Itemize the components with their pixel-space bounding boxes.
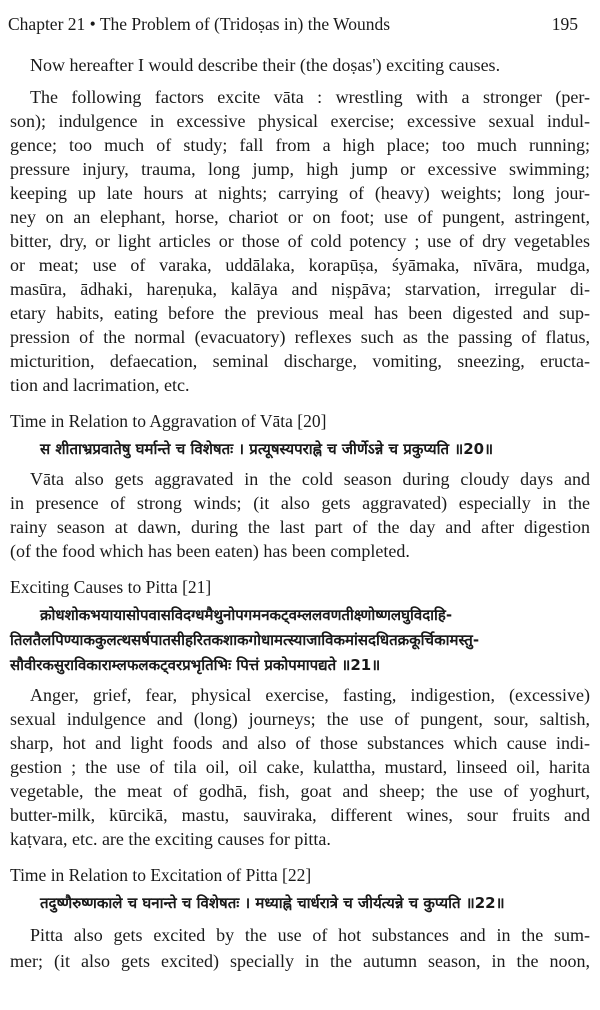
text-line: kaṭvara, etc. are the exciting causes for pitta. [10, 829, 331, 849]
text-line: rainy season at dawn, during the last part of the day and after digestion [10, 517, 590, 537]
text-line: mer; (it also gets excited) specially in the autumn season, in the noon, [10, 951, 590, 971]
text-line: ney on an elephant, horse, chariot or on foot; use of pungent, astringent, [10, 207, 590, 227]
sanskrit-verse: स शीताभ्रप्रवातेषु घर्मान्ते च विशेषतः । प्रत्यूषस्यपराह्ने च जीर्णेऽन्ने च प्रकुप्यति ॥20॥ [40, 440, 494, 458]
text-line: masūra, ādhaki, hareṇuka, kalāya and niṣpāva; starvation, irregular di- [10, 279, 590, 299]
sanskrit-verse: क्रोधशोकभयायासोपवासविदग्धमैथुनोपगमनकट्वम्ललवणतीक्ष्णोष्णलघुविदाहि- [40, 606, 453, 624]
text-line: tion and lacrimation, etc. [10, 375, 190, 395]
text-line: gence; too much of study; fall from a high place; too much running; [10, 135, 590, 155]
page-number: 195 [551, 14, 578, 34]
text-line: butter-milk, kūrcikā, mastu, sauviraka, different wines, sour fruits and [10, 805, 590, 825]
running-header [8, 10, 590, 38]
sanskrit-verse: तिलतैलपिण्याककुलत्थसर्षपातसीहरितकशाकगोधामत्स्याजाविकमांसदधितक्रकूर्चिकामस्तु- [10, 631, 480, 649]
text-line: sexual indulgence and (long) journeys; the use of pungent, sour, saltish, [10, 709, 590, 729]
text-line: or meat; use of varaka, uddālaka, korapūṣa, śyāmaka, nīvāra, mudga, [10, 255, 590, 275]
text-line: sharp, hot and light foods and also of those substances which cause indi- [10, 733, 590, 753]
text-line: in presence of strong winds; (it also gets aggravated) especially in the [10, 493, 590, 513]
text-line: Vāta also gets aggravated in the cold season during cloudy days and [30, 469, 590, 489]
text-line: Pitta also gets excited by the use of hot substances and in the sum- [30, 925, 590, 945]
text-line: pression of the normal (evacuatory) reflexes such as the passing of flatus, [10, 327, 590, 347]
text-line: son); indulgence in excessive physical exercise; excessive sexual indul- [10, 111, 590, 131]
section-heading: Exciting Causes to Pitta [21] [10, 577, 212, 597]
section-heading: Time in Relation to Aggravation of Vāta [20] [10, 411, 327, 431]
text-line: etary habits, eating before the previous meal has been digested and sup- [10, 303, 590, 323]
chapter-title: Chapter 21 • The Problem of (Tridoṣas in) the Wounds [8, 14, 391, 34]
text-line: bitter, dry, or light articles or those of cold potency ; use of dry vegetables [10, 231, 590, 251]
text-line: micturition, defaecation, seminal discharge, vomiting, sneezing, eructa- [10, 351, 590, 371]
text-line: Now hereafter I would describe their (the doṣas') exciting causes. [30, 55, 501, 75]
text-line: pressure injury, trauma, long jump, high jump or excessive swimming; [10, 159, 590, 179]
text-line: The following factors excite vāta : wrestling with a stronger (per- [30, 87, 590, 107]
text-line: keeping up late hours at nights; carrying of (heavy) weights; long jour- [10, 183, 590, 203]
sanskrit-verse: तदुष्णैरुष्णकाले च घनान्ते च विशेषतः । मध्याह्ने चार्धरात्रे च जीर्यत्यन्ने च कुप्यति ॥22॥ [40, 894, 505, 912]
text-line: vegetable, the meat of godhā, fish, goat and sheep; the use of yoghurt, [10, 781, 590, 801]
text-line: Anger, grief, fear, physical exercise, fasting, indigestion, (excessive) [30, 685, 590, 705]
text-line: gestion ; the use of tila oil, oil cake, kulattha, mustard, linseed oil, harita [10, 757, 590, 777]
section-heading: Time in Relation to Excitation of Pitta [22] [10, 865, 312, 885]
sanskrit-verse: सौवीरकसुराविकाराम्लफलकट्वरप्रभृतिभिः पित्तं प्रकोपमापद्यते ॥21॥ [10, 656, 381, 674]
text-line: (of the food which has been eaten) has been completed. [10, 541, 410, 561]
